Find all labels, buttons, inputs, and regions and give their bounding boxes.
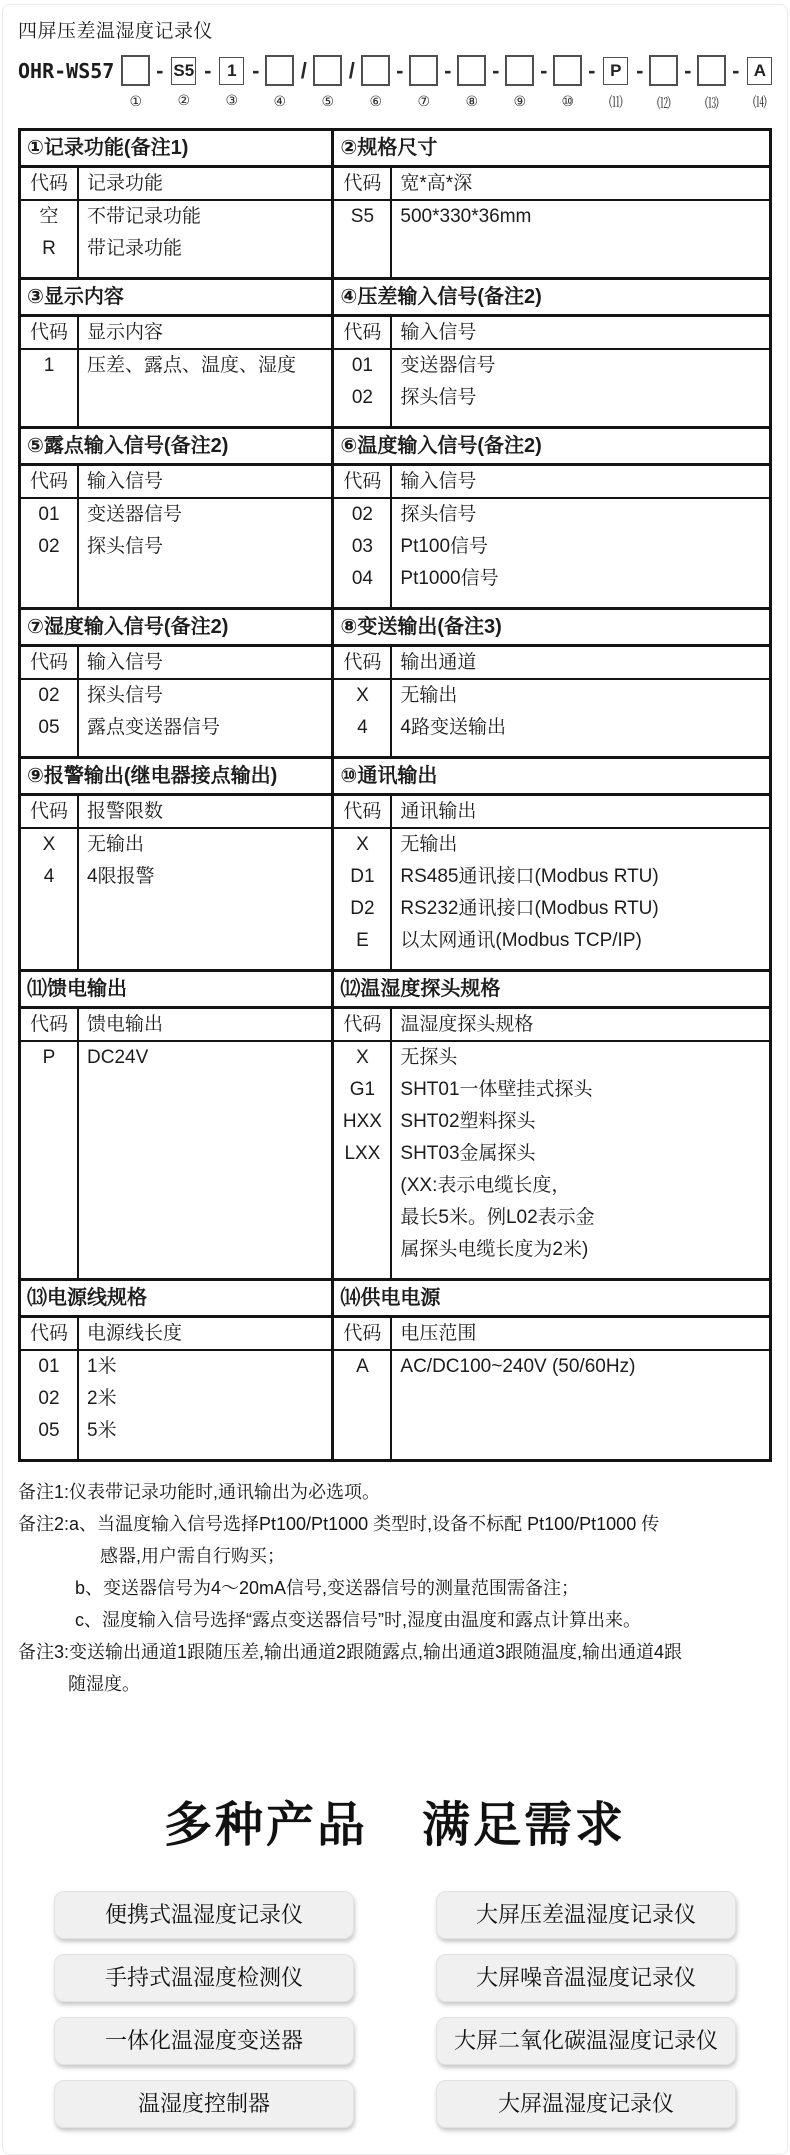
code-position-number: ⒀ xyxy=(704,95,719,111)
section-columns xyxy=(21,317,331,426)
section-columns xyxy=(21,168,331,277)
section-columns xyxy=(334,317,769,426)
desc-cell: 不带记录功能 xyxy=(87,206,202,227)
code-cell xyxy=(334,1234,390,1266)
code-box-unit xyxy=(263,55,296,113)
code-position-number: ③ xyxy=(225,92,239,108)
product-button[interactable]: 大屏二氧化碳温湿度记录仪 xyxy=(436,2017,736,2065)
code-box xyxy=(697,55,726,86)
code-cell: R xyxy=(42,238,56,259)
spec-section xyxy=(331,610,769,756)
code-cell: 02 xyxy=(351,504,373,525)
code-cell xyxy=(334,1170,390,1202)
code-position-number: ① xyxy=(129,93,143,109)
code-cell: 05 xyxy=(38,1420,60,1441)
product-button[interactable]: 大屏压差温湿度记录仪 xyxy=(436,1891,736,1939)
desc-header-cell: 输入信号 xyxy=(392,466,769,499)
section-title: ①记录功能(备注1) xyxy=(21,131,331,168)
desc-cell: Pt1000信号 xyxy=(400,568,499,589)
code-column xyxy=(334,796,392,969)
code-cell: S5 xyxy=(350,206,375,227)
desc-cell: 探头信号 xyxy=(400,504,477,525)
code-column xyxy=(334,647,392,756)
section-title: ⑧变送输出(备注3) xyxy=(334,610,769,647)
code-position-number: ⑩ xyxy=(561,93,575,109)
desc-header-cell: 电源线长度 xyxy=(79,1318,331,1351)
table-row xyxy=(21,131,769,280)
code-position-number: ⑨ xyxy=(513,93,527,109)
code-box: A xyxy=(747,57,772,85)
desc-header-cell: 输出通道 xyxy=(392,647,769,680)
code-cell: X xyxy=(42,834,56,855)
spec-table xyxy=(18,128,772,1462)
desc-cell: AC/DC100~240V (50/60Hz) xyxy=(400,1356,636,1377)
desc-cell: SHT02塑料探头 xyxy=(400,1111,536,1132)
code-separator: - xyxy=(252,58,260,83)
model-prefix: OHR-WS57 xyxy=(18,59,115,83)
spec-section xyxy=(331,131,769,277)
desc-column xyxy=(79,796,331,969)
code-cell: 02 xyxy=(38,536,60,557)
code-box-unit xyxy=(359,55,392,113)
code-separator: - xyxy=(444,58,452,83)
spec-section xyxy=(21,610,331,756)
code-cell: 03 xyxy=(351,536,373,557)
desc-cell: DC24V xyxy=(87,1047,149,1068)
spec-section xyxy=(21,972,331,1278)
section-columns xyxy=(21,1318,331,1459)
code-column xyxy=(21,796,79,969)
code-header-cell: 代码 xyxy=(21,1318,77,1351)
desc-cell: RS485通讯接口(Modbus RTU) xyxy=(400,866,659,887)
section-columns xyxy=(334,466,769,607)
section-title: ⑩通讯输出 xyxy=(334,759,769,796)
desc-header-cell: 温湿度探头规格 xyxy=(392,1009,769,1042)
page-title: 四屏压差温湿度记录仪 xyxy=(18,21,214,42)
code-cell: X xyxy=(356,685,369,706)
code-box-unit xyxy=(695,55,728,113)
note-line: 感器,用户需自行购买； xyxy=(100,1546,285,1566)
desc-column xyxy=(79,466,331,607)
section-title: ⑥温度输入信号(备注2) xyxy=(334,429,769,466)
section-title: ⑤露点输入信号(备注2) xyxy=(21,429,331,466)
code-box xyxy=(505,55,534,86)
code-position-number: ② xyxy=(177,92,191,108)
section-title: ⒀电源线规格 xyxy=(21,1281,331,1318)
section-title: ⑨报警输出(继电器接点输出) xyxy=(21,759,331,796)
code-box-unit xyxy=(599,55,632,113)
spec-section xyxy=(21,131,331,277)
desc-cell: 属探头电缆长度为2米) xyxy=(400,1239,589,1260)
desc-cell: Pt100信号 xyxy=(400,536,489,557)
desc-cell: 5米 xyxy=(87,1420,117,1441)
section-columns xyxy=(21,796,331,969)
code-cell: A xyxy=(356,1356,369,1377)
desc-header-cell: 通讯输出 xyxy=(392,796,769,829)
desc-cell: 以太网通讯(Modbus TCP/IP) xyxy=(400,930,642,951)
desc-column xyxy=(392,317,769,426)
code-cell: HXX xyxy=(342,1111,382,1132)
desc-column xyxy=(392,1009,769,1278)
model-code-line xyxy=(18,55,772,113)
code-header-cell: 代码 xyxy=(334,1009,390,1042)
code-box xyxy=(409,55,438,86)
desc-cell: 1米 xyxy=(87,1356,117,1377)
promo-heading-left: 多种产品 xyxy=(163,1799,368,1852)
code-header-cell: 代码 xyxy=(334,168,390,201)
code-box-unit xyxy=(551,55,584,113)
code-header-cell: 代码 xyxy=(334,796,390,829)
code-column xyxy=(21,647,79,756)
code-box-unit xyxy=(215,55,248,113)
code-header-cell: 代码 xyxy=(334,466,390,499)
code-cell: 02 xyxy=(38,1388,60,1409)
note-line: b、变送器信号为4～20mA信号,变送器信号的测量范围需备注； xyxy=(75,1578,580,1598)
code-box xyxy=(457,55,486,86)
code-position-number: ⑤ xyxy=(321,93,335,109)
desc-cell: 最长5米。例L02表示金 xyxy=(400,1207,595,1228)
section-title: ⑦湿度输入信号(备注2) xyxy=(21,610,331,647)
model-code-boxes xyxy=(119,55,776,113)
code-position-number: ⑦ xyxy=(417,93,431,109)
code-cell: 02 xyxy=(38,685,60,706)
code-separator: - xyxy=(684,58,692,83)
desc-header-cell: 报警限数 xyxy=(79,796,331,829)
code-cell: G1 xyxy=(349,1079,376,1100)
code-column xyxy=(334,1009,392,1278)
desc-column xyxy=(79,168,331,277)
spec-section xyxy=(21,429,331,607)
note-line: 备注2:a、当温度输入信号选择Pt100/Pt1000 类型时,设备不标配 Pt100/Pt1000 传 xyxy=(18,1514,660,1534)
spec-section xyxy=(331,759,769,969)
desc-cell: 无探头 xyxy=(400,1047,458,1068)
table-row xyxy=(21,759,769,972)
desc-cell: 4限报警 xyxy=(87,866,155,887)
desc-cell: 500*330*36mm xyxy=(400,206,532,227)
code-cell: LXX xyxy=(344,1143,381,1164)
desc-cell: (XX:表示电缆长度， xyxy=(400,1175,571,1196)
code-box-unit xyxy=(119,55,152,113)
desc-cell: 带记录功能 xyxy=(87,238,183,259)
code-cell: 01 xyxy=(38,1356,60,1377)
desc-column xyxy=(79,647,331,756)
promo-heading-right: 满足需求 xyxy=(422,1799,627,1852)
table-row xyxy=(21,1281,769,1459)
code-cell: 4 xyxy=(43,866,55,887)
note-line: 随湿度。 xyxy=(68,1674,140,1694)
section-columns xyxy=(334,796,769,969)
code-box-unit xyxy=(743,55,776,113)
code-separator: / xyxy=(348,58,355,83)
code-header-cell: 代码 xyxy=(21,168,77,201)
section-columns xyxy=(334,1318,769,1459)
product-button[interactable]: 便携式温湿度记录仪 xyxy=(54,1891,354,1939)
code-header-cell: 代码 xyxy=(334,317,390,350)
desc-column xyxy=(392,466,769,607)
code-column xyxy=(334,168,392,277)
code-cell: 04 xyxy=(351,568,373,589)
code-header-cell: 代码 xyxy=(21,317,77,350)
desc-cell: SHT03金属探头 xyxy=(400,1143,536,1164)
code-cell: 空 xyxy=(39,206,59,227)
desc-cell: 变送器信号 xyxy=(87,504,183,525)
desc-cell: 探头信号 xyxy=(87,536,164,557)
spec-section xyxy=(331,280,769,426)
product-buttons xyxy=(18,1891,772,2128)
code-cell: E xyxy=(356,930,369,951)
desc-header-cell: 输入信号 xyxy=(392,317,769,350)
desc-column xyxy=(392,796,769,969)
code-column xyxy=(21,168,79,277)
code-separator: - xyxy=(732,58,740,83)
code-column xyxy=(334,1318,392,1459)
note-line: c、湿度输入信号选择“露点变送器信号”时,湿度由温度和露点计算出来。 xyxy=(75,1610,641,1630)
desc-column xyxy=(392,168,769,277)
promo-heading xyxy=(18,1786,772,1855)
code-cell xyxy=(334,1202,390,1234)
code-box-unit xyxy=(455,55,488,113)
code-position-number: ⑾ xyxy=(608,94,623,110)
spec-section xyxy=(21,759,331,969)
product-button[interactable]: 大屏温湿度记录仪 xyxy=(436,2080,736,2128)
desc-cell: 2米 xyxy=(87,1388,117,1409)
code-separator: - xyxy=(492,58,500,83)
desc-column xyxy=(79,1009,331,1278)
code-box: 1 xyxy=(219,57,244,85)
code-separator: - xyxy=(636,58,644,83)
desc-header-cell: 输入信号 xyxy=(79,647,331,680)
code-position-number: ⒁ xyxy=(752,94,767,110)
code-cell: 02 xyxy=(351,387,373,408)
code-cell: 05 xyxy=(38,717,60,738)
product-column-left xyxy=(54,1891,354,2128)
code-box-unit xyxy=(311,55,344,113)
code-separator: / xyxy=(300,58,307,83)
code-box xyxy=(361,55,390,86)
code-header-cell: 代码 xyxy=(21,1009,77,1042)
desc-header-cell: 显示内容 xyxy=(79,317,331,350)
code-box-unit xyxy=(647,55,680,113)
code-separator: - xyxy=(396,58,404,83)
code-cell: 01 xyxy=(351,355,373,376)
section-title: ④压差输入信号(备注2) xyxy=(334,280,769,317)
code-separator: - xyxy=(204,58,212,83)
code-cell: P xyxy=(42,1047,56,1068)
code-box: S5 xyxy=(171,57,196,85)
section-columns xyxy=(21,1009,331,1278)
spec-section xyxy=(21,280,331,426)
code-box xyxy=(649,55,678,86)
code-box: P xyxy=(603,57,628,85)
note-line: 备注1:仪表带记录功能时,通讯输出为必选项。 xyxy=(18,1482,381,1502)
table-row xyxy=(21,280,769,429)
code-header-cell: 代码 xyxy=(334,647,390,680)
code-cell: D1 xyxy=(350,866,375,887)
code-box-unit xyxy=(167,55,200,113)
code-column xyxy=(21,466,79,607)
desc-cell: 露点变送器信号 xyxy=(87,717,221,738)
desc-header-cell: 宽*高*深 xyxy=(392,168,769,201)
desc-cell: 4路变送输出 xyxy=(400,717,506,738)
desc-header-cell: 输入信号 xyxy=(79,466,331,499)
table-row xyxy=(21,972,769,1281)
desc-cell: 无输出 xyxy=(400,834,458,855)
desc-cell: 压差、露点、温度、湿度 xyxy=(87,355,297,376)
code-cell: D2 xyxy=(350,898,375,919)
desc-header-cell: 馈电输出 xyxy=(79,1009,331,1042)
product-button[interactable]: 温湿度控制器 xyxy=(54,2080,354,2128)
product-button[interactable]: 大屏噪音温湿度记录仪 xyxy=(436,1954,736,2002)
section-columns xyxy=(334,168,769,277)
product-column-right xyxy=(436,1891,736,2128)
code-box xyxy=(265,55,294,86)
section-title: ⑿温湿度探头规格 xyxy=(334,972,769,1009)
notes xyxy=(18,1476,772,1700)
spec-section xyxy=(331,429,769,607)
product-button[interactable]: 手持式温湿度检测仪 xyxy=(54,1954,354,2002)
code-box-unit xyxy=(407,55,440,113)
code-header-cell: 代码 xyxy=(21,466,77,499)
desc-column xyxy=(79,1318,331,1459)
code-cell: 1 xyxy=(43,355,55,376)
note-line: 备注3:变送输出通道1跟随压差,输出通道2跟随露点,输出通道3跟随温度,输出通道4跟 xyxy=(18,1642,683,1662)
code-column xyxy=(21,317,79,426)
table-row xyxy=(21,610,769,759)
code-cell: X xyxy=(356,834,369,855)
code-box xyxy=(121,55,150,86)
desc-header-cell: 记录功能 xyxy=(79,168,331,201)
code-column xyxy=(21,1318,79,1459)
desc-cell: RS232通讯接口(Modbus RTU) xyxy=(400,898,659,919)
section-columns xyxy=(334,647,769,756)
section-title: ②规格尺寸 xyxy=(334,131,769,168)
code-separator: - xyxy=(156,58,164,83)
code-box xyxy=(553,55,582,86)
code-position-number: ⑿ xyxy=(656,95,671,111)
product-button[interactable]: 一体化温湿度变送器 xyxy=(54,2017,354,2065)
code-cell: 4 xyxy=(357,717,368,738)
code-header-cell: 代码 xyxy=(334,1318,390,1351)
section-title: ③显示内容 xyxy=(21,280,331,317)
spec-section xyxy=(331,1281,769,1459)
desc-cell: 探头信号 xyxy=(400,387,477,408)
spec-section xyxy=(21,1281,331,1459)
code-box-unit xyxy=(503,55,536,113)
desc-cell: SHT01一体壁挂式探头 xyxy=(400,1079,593,1100)
code-position-number: ④ xyxy=(273,93,287,109)
desc-cell: 探头信号 xyxy=(87,685,164,706)
desc-column xyxy=(392,1318,769,1459)
table-row xyxy=(21,429,769,610)
section-columns xyxy=(21,466,331,607)
desc-column xyxy=(79,317,331,426)
section-columns xyxy=(21,647,331,756)
code-cell: 01 xyxy=(38,504,60,525)
desc-column xyxy=(392,647,769,756)
section-columns xyxy=(334,1009,769,1278)
code-box xyxy=(313,55,342,86)
section-title: ⒁供电电源 xyxy=(334,1281,769,1318)
code-separator: - xyxy=(588,58,596,83)
desc-cell: 变送器信号 xyxy=(400,355,496,376)
spec-section xyxy=(331,972,769,1278)
code-position-number: ⑧ xyxy=(465,93,479,109)
code-position-number: ⑥ xyxy=(369,93,383,109)
code-header-cell: 代码 xyxy=(21,796,77,829)
desc-cell: 无输出 xyxy=(87,834,145,855)
code-header-cell: 代码 xyxy=(21,647,77,680)
code-column xyxy=(21,1009,79,1278)
code-separator: - xyxy=(540,58,548,83)
desc-header-cell: 电压范围 xyxy=(392,1318,769,1351)
code-cell: X xyxy=(356,1047,369,1068)
code-column xyxy=(334,466,392,607)
code-column xyxy=(334,317,392,426)
section-title: ⑾馈电输出 xyxy=(21,972,331,1009)
desc-cell: 无输出 xyxy=(400,685,458,706)
